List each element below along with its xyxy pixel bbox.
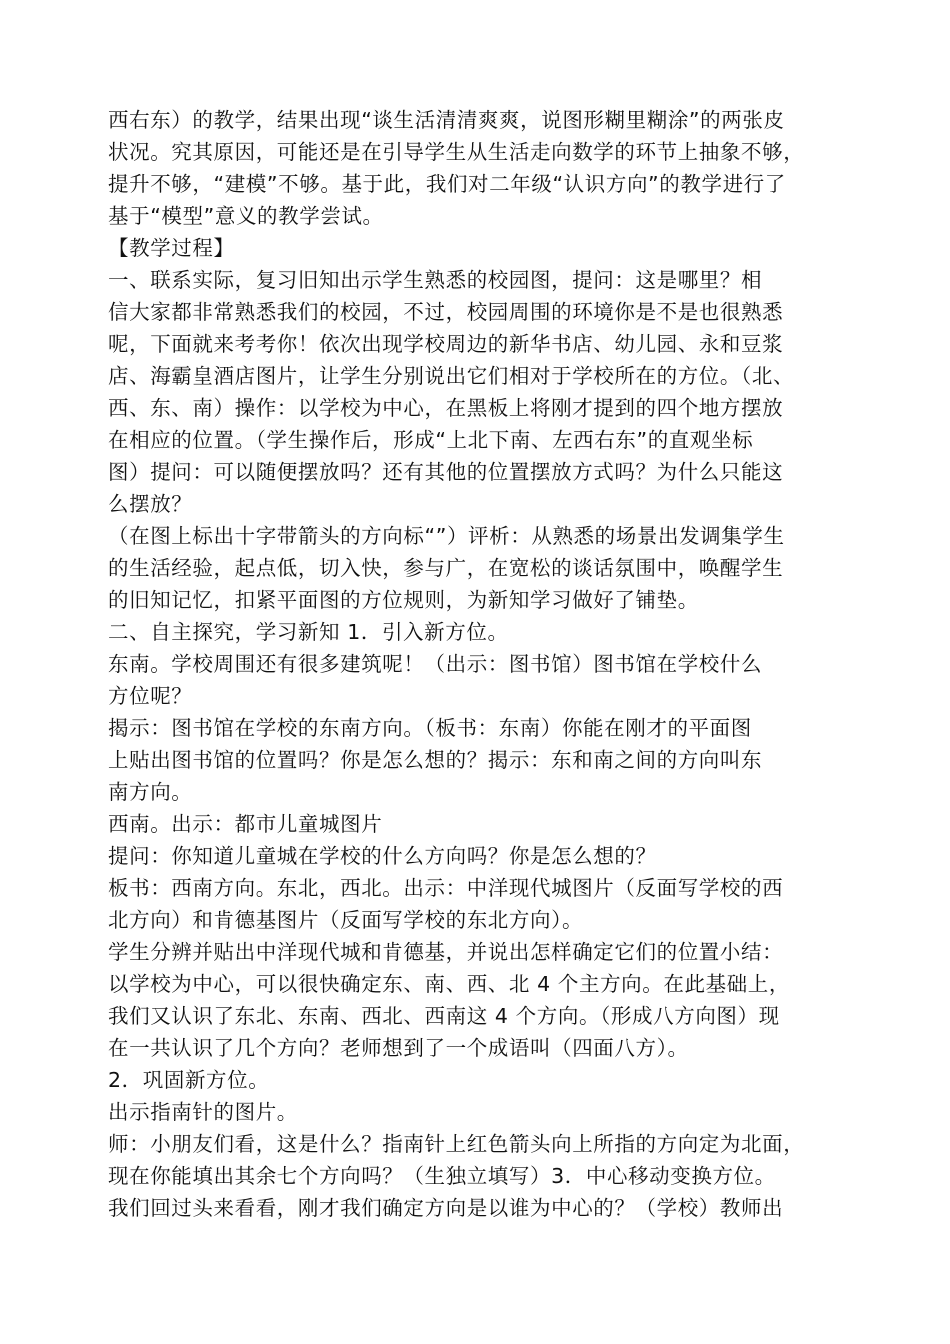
text-line: 以学校为中心，可以很快确定东、南、西、北 4 个主方向。在此基础上， xyxy=(108,972,790,996)
text-line: 东南。学校周围还有很多建筑呢！（出示：图书馆）图书馆在学校什么 xyxy=(108,652,763,676)
text-line: 呢，下面就来考考你！依次出现学校周边的新华书店、幼儿园、永和豆浆 xyxy=(108,332,784,356)
text-line: 一、联系实际，复习旧知出示学生熟悉的校园图，提问：这是哪里？相 xyxy=(108,268,763,292)
text-line: 信大家都非常熟悉我们的校园，不过，校园周围的环境你是不是也很熟悉 xyxy=(108,300,784,324)
text-line: 上贴出图书馆的位置吗？你是怎么想的？揭示：东和南之间的方向叫东 xyxy=(108,748,763,772)
text-line: 二、自主探究，学习新知 1．引入新方位。 xyxy=(108,620,509,644)
text-line: 揭示：图书馆在学校的东南方向。（板书：东南）你能在刚才的平面图 xyxy=(108,716,752,740)
text-line: 提升不够，“建模”不够。基于此，我们对二年级“认识方向”的教学进行了 xyxy=(108,172,786,196)
text-line: 北方向）和肯德基图片（反面写学校的东北方向）。 xyxy=(108,908,584,932)
text-line: （在图上标出十字带箭头的方向标“”）评析：从熟悉的场景出发调集学生 xyxy=(108,524,785,548)
text-line: 在相应的位置。（学生操作后，形成“上北下南、左西右东”的直观坐标 xyxy=(108,428,754,452)
text-line: 学生分辨并贴出中洋现代城和肯德基，并说出怎样确定它们的位置小结： xyxy=(108,940,784,964)
text-line: 2．巩固新方位。 xyxy=(108,1068,270,1092)
text-line: 我们回过头来看看，刚才我们确定方向是以谁为中心的？（学校）教师出 xyxy=(108,1196,784,1220)
section-heading: 【教学过程】 xyxy=(108,236,235,260)
text-line: 店、海霸皇酒店图片，让学生分别说出它们相对于学校所在的方位。（北、 xyxy=(108,364,795,388)
text-line: 西南。出示：都市儿童城图片 xyxy=(108,812,383,836)
text-line: 提问：你知道儿童城在学校的什么方向吗？你是怎么想的？ xyxy=(108,844,657,868)
text-line: 基于“模型”意义的教学尝试。 xyxy=(108,204,384,228)
text-line: 在一共认识了几个方向？老师想到了一个成语叫（四面八方）。 xyxy=(108,1036,689,1060)
text-line: 的旧知记忆，扣紧平面图的方位规则，为新知学习做好了铺垫。 xyxy=(108,588,699,612)
text-line: 出示指南针的图片。 xyxy=(108,1100,298,1124)
text-line: 我们又认识了东北、东南、西北、西南这 4 个方向。（形成八方向图）现 xyxy=(108,1004,780,1028)
text-line: 现在你能填出其余七个方向吗？（生独立填写）3．中心移动变换方位。 xyxy=(108,1164,776,1188)
text-line: 方位呢？ xyxy=(108,684,193,708)
text-line: 南方向。 xyxy=(108,780,193,804)
text-line: 的生活经验，起点低，切入快，参与广，在宽松的谈话氛围中，唤醒学生 xyxy=(108,556,784,580)
text-line: 西、东、南）操作：以学校为中心，在黑板上将刚才提到的四个地方摆放 xyxy=(108,396,784,420)
text-line: 状况。究其原因，可能还是在引导学生从生活走向数学的环节上抽象不够， xyxy=(108,140,805,164)
text-line: 板书：西南方向。东北，西北。出示：中洋现代城图片（反面写学校的西 xyxy=(108,876,784,900)
text-line: 么摆放？ xyxy=(108,492,193,516)
text-line: 图）提问：可以随便摆放吗？还有其他的位置摆放方式吗？为什么只能这 xyxy=(108,460,784,484)
text-line: 西右东）的教学，结果出现“谈生活清清爽爽，说图形糊里糊涂”的两张皮 xyxy=(108,108,785,132)
text-line: 师：小朋友们看，这是什么？指南针上红色箭头向上所指的方向定为北面， xyxy=(108,1132,805,1156)
